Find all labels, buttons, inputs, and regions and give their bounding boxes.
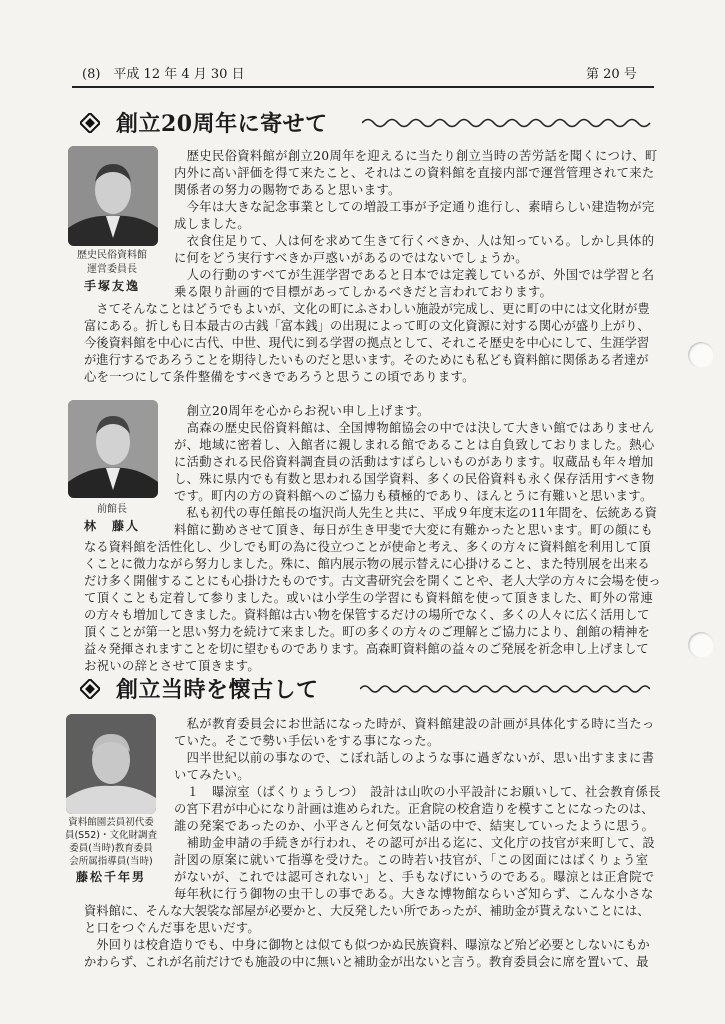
header-divider	[72, 86, 654, 88]
text-line: です。町内の方の資料館へのご協力も積極的であり、ほんとうに有難いと思います。	[174, 489, 653, 503]
page-date-header: (8) 平成 12 年 4 月 30 日	[82, 67, 245, 82]
text-line: 私も初代の専任館長の塩沢尚人先生と共に、平成９年度末迄の11年間を、伝統ある資	[174, 506, 657, 520]
text-line: 創立20周年を心からお祝い申し上げます。	[174, 404, 430, 418]
text-line: 毎年秋に行う御物の虫干しの事である。大きな博物館ならいざ知らず、こんな小さな	[174, 887, 654, 901]
text-line: 資料館に、そんな大袈裟な部屋が必要かと、大反発したい所であったが、補助金が貰えないことには、	[84, 904, 650, 918]
person-affiliation: 委員(当時)教育委員	[69, 843, 153, 854]
person-name: 藤松千年男	[75, 870, 146, 884]
person-affiliation: 会所属指導員(当時)	[69, 856, 153, 867]
text-line: 外回りは校倉造りでも、中身に御物とは似ても似つかぬ民族資料、曝涼など殆ど必要としないにもか	[84, 938, 650, 952]
section-title: 創立当時を懐古して	[116, 677, 319, 703]
text-line: 人の行動のすべてが生涯学習であると日本では定義しているが、外国では学習と名	[174, 268, 655, 282]
text-line: 益々発揮されますことを切に望むものであります。高森町資料館の益々のご発展を祈念申し上げまして	[84, 642, 649, 656]
person-affiliation: 員(S52)・文化財調査	[64, 830, 158, 841]
text-line: なる資料館を活性化し、少しでも町の為に役立つことが使命と考え、多くの方々に資料館を利用して頂	[84, 540, 651, 554]
portrait-photo	[66, 714, 156, 814]
text-line: 今後資料館を中心に古代、中世、現代に到る学習の拠点として、それこそ歴史を中心にして、生涯学習	[84, 336, 650, 350]
text-line: くことに微力ながら努力しました。殊に、館内展示物の展示替えに心掛けること、また特別展を出来る	[84, 557, 650, 571]
diamond-bullet-icon	[80, 679, 100, 699]
text-line: の宮下君が中心になり計画は進められた。正倉院の校倉造りを模すことになったのは、	[174, 802, 654, 816]
punch-hole	[688, 342, 714, 368]
section-heading-founding-memories	[78, 674, 658, 708]
text-line: 衣食住足りて、人は何を求めて生きて行くべきか、人は知っている。しかし具体的	[174, 234, 655, 248]
text-line: 料館に勤めさせて頂き、毎日が生き甲斐で大変に有難かったと思います。町の顔にも	[174, 523, 654, 537]
text-line: かわらず、これが名前だけでも施設の中に無いと補助金が出ないと言う。教育委員会に席を置いて、最	[84, 955, 649, 969]
text-line: 富にある。折しも日本最古の古銭「富本銭」の出現によって町の文化資源に対する関心が盛り上がり、	[84, 319, 650, 333]
person-name: 林 藤人	[83, 519, 140, 533]
text-line: 計図の原案に就いて指導を受けた。この時若い技官が、「この図面にはばくりょう室	[174, 853, 649, 867]
person-caption	[58, 816, 164, 886]
punch-hole	[688, 632, 714, 658]
text-line: お祝いの辞とさせて頂きます。	[84, 659, 261, 673]
person-caption	[62, 503, 162, 535]
text-line: 乗る限り計画的で目標があってしかるべきだと言われております。	[174, 285, 553, 299]
text-line: さてそんなことはどうでもよいが、文化の町にふさわしい施設が完成し、更に町の中には文化財が豊	[84, 302, 650, 316]
person-name: 手塚友逸	[83, 279, 140, 293]
text-line: 関係者の努力の賜物であると思います。	[174, 183, 401, 197]
text-line: 成しました。	[174, 217, 250, 231]
text-line: 高森の歴史民俗資料館は、全国博物館協会の中では決して大きい館ではありません	[174, 421, 655, 435]
wave-ornament-icon	[362, 116, 652, 130]
text-line: だけ多く開催することにも心掛けたものです。古文書研究会を開くことや、老人大学の方々に会場を使っ	[84, 574, 661, 588]
text-line: がないが、これでは認可されない」と、手もなげにいうのである。曝涼とは正倉院で	[174, 870, 655, 884]
text-line: て頂くことも定着して参りました。或いは小学生の学習にも資料館を使って頂きました、町外の常連	[84, 591, 654, 605]
text-line: に何をどう実行すべきか戸惑いがあるのではないでしょうか。	[174, 251, 528, 265]
text-line: 心を一つにして条件整備をすべきであろうと思うこの頃であります。	[84, 370, 475, 384]
diamond-bullet-icon	[80, 113, 100, 133]
person-caption	[62, 249, 162, 295]
text-line: に活動される民俗資料調査員の活動はすばらしいものがあります。収蔵品も年々増加	[174, 455, 654, 469]
person-role: 前館長	[97, 504, 127, 515]
text-line: 内外に高い評価を得て来たこと、それはこの資料館を直接内部で運営管理されて来た	[174, 166, 655, 180]
text-line: 私が教育委員会にお世話になった時が、資料館建設の計画が具体化する時に当たっ	[174, 717, 655, 731]
text-line: と口をつぐんだ事を思いだす。	[84, 921, 261, 935]
text-line: 誰の発案であったのか、小平さんと何気ない話の中で、結実していったように思う。	[174, 819, 655, 833]
wave-ornament-icon	[360, 682, 650, 696]
person-affiliation: 歴史民俗資料館	[77, 250, 147, 261]
portrait-photo	[68, 146, 158, 246]
text-line: 歴史民俗資料館が創立20周年を迎えるに当たり創立当時の苦労話を聞くにつけ、町	[174, 149, 658, 163]
text-line: １ 曝涼室（ばくりょうしつ） 設計は山吹の小平設計にお願いして、社会教育係長	[174, 785, 661, 799]
text-line: し、殊に県内でも有数と思われる国学資料、多くの民俗資料も永く保存活用すべき物	[174, 472, 655, 486]
text-line: ていた。そこで勢い手伝いをする事になった。	[174, 734, 440, 748]
text-line: が、地域に密着し、入館者に親しまれる館であることは自負致しておりました。熱心	[174, 438, 655, 452]
text-line: の方々も増加してきました。資料館は古い物を保管するだけの場所でなく、多くの人々に広く活用して	[84, 608, 650, 622]
text-line: 頂くことが第一と思い努力を続けて来ました。町の多くの方々のご理解とご協力により、創館の精神を	[84, 625, 650, 639]
portrait-photo	[68, 400, 158, 498]
text-line: 補助金申請の手続きが行われ、その認可が出る迄に、文化庁の技官が来町して、設	[174, 836, 656, 850]
issue-number: 第 20 号	[586, 67, 637, 82]
section-heading-20th-anniversary	[78, 108, 658, 142]
person-role: 運営委員長	[87, 264, 137, 275]
text-line: 今年は大きな記念事業としての増設工事が予定通り進行し、素晴らしい建造物が完	[174, 200, 655, 214]
text-line: が進行するであろうことを期待したいものだと思います。そのためにも私ども資料館に関係ある者達が	[84, 353, 649, 367]
text-line: 四半世紀以前の事なので、こぼれ話しのような事に過ぎないが、思い出すままに書	[174, 751, 655, 765]
section-title: 創立20周年に寄せて	[116, 111, 328, 137]
text-line: いてみたい。	[174, 768, 250, 782]
person-affiliation: 資料館園芸員初代委	[68, 817, 154, 828]
